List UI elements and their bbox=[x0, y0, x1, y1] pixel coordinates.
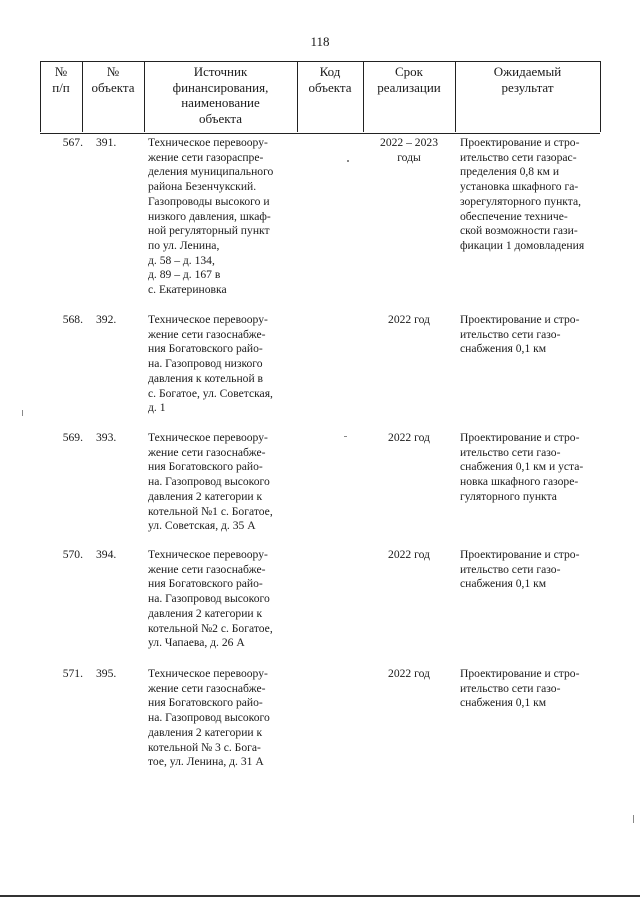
header-term: Срок реализации bbox=[377, 64, 441, 95]
header-source: Источник финансирования, наименование объекта bbox=[172, 64, 269, 126]
row-result: Проектирование и стро- ительство сети газо- снабжения 0,1 км bbox=[460, 313, 580, 356]
row-object-num: 392. bbox=[96, 313, 117, 326]
row-source: Техническое перевоору- жение сети газоснабже- ния Богатовского райо- на. Газопровод низкого давления к котельной в с. Богатое, ул. Советская, д. 1 bbox=[148, 313, 273, 415]
page-number: 118 bbox=[310, 34, 330, 49]
row-num: 570. bbox=[62, 548, 83, 561]
row-source: Техническое перевоору- жение сети газоснабже- ния Богатовского райо- на. Газопровод высокого давления 2 категории к котельной № 3 с. Бога- тое, ул. Ленина, д. 31 А bbox=[148, 667, 270, 769]
scan-speck bbox=[344, 436, 347, 437]
row-num: 568. bbox=[62, 313, 83, 326]
row-result: Проектирование и стро- ительство сети газорас- пределения 0,8 км и установка шкафного га- зорегуляторного пункта, обеспечение техниче- ской возможности гази- фикации 1 домовладения bbox=[460, 136, 585, 252]
row-object-num: 391. bbox=[96, 136, 117, 149]
row-term: 2022 год bbox=[388, 548, 430, 561]
bottom-edge-line bbox=[0, 895, 640, 897]
row-result: Проектирование и стро- ительство сети газо- снабжения 0,1 км bbox=[460, 667, 580, 710]
header-border-right bbox=[600, 61, 601, 132]
header-object-num: № объекта bbox=[91, 64, 135, 95]
row-num: 569. bbox=[62, 431, 83, 444]
scan-speck bbox=[633, 815, 634, 823]
row-source: Техническое перевоору- жение сети газоснабже- ния Богатовского райо- на. Газопровод высокого давления 2 категории к котельной №1 с. Богатое, ул. Советская, д. 35 А bbox=[148, 431, 273, 533]
row-source: Техническое перевоору- жение сети газоснабже- ния Богатовского райо- на. Газопровод высокого давления 2 категории к котельной №2 с. Богатое, ул. Чапаева, д. 26 А bbox=[148, 548, 273, 650]
scan-speck bbox=[347, 160, 349, 162]
row-source: Техническое перевоору- жение сети газораспре- деления муниципального района Безенчукский. Газопроводы высокого и низкого давления, шкаф- ной регуляторный пункт по ул. Ленина, д. 58 – д. 134, д. 89 – д. 167 в с. Екатериновка bbox=[148, 136, 274, 297]
row-term: 2022 год bbox=[388, 431, 430, 444]
scan-speck bbox=[22, 410, 23, 416]
row-term: 2022 – 2023 годы bbox=[380, 136, 438, 164]
header-code: Код объекта bbox=[308, 64, 352, 95]
row-num: 571. bbox=[62, 667, 83, 680]
row-object-num: 395. bbox=[96, 667, 117, 680]
header-num: № п/п bbox=[52, 64, 70, 95]
row-object-num: 394. bbox=[96, 548, 117, 561]
row-term: 2022 год bbox=[388, 313, 430, 326]
row-object-num: 393. bbox=[96, 431, 117, 444]
header-result: Ожидаемый результат bbox=[493, 64, 562, 95]
row-result: Проектирование и стро- ительство сети газо- снабжения 0,1 км bbox=[460, 548, 580, 591]
row-term: 2022 год bbox=[388, 667, 430, 680]
row-result: Проектирование и стро- ительство сети газо- снабжения 0,1 км и уста- новка шкафного газоре- гуляторного пункта bbox=[460, 431, 584, 503]
row-num: 567. bbox=[62, 136, 83, 149]
